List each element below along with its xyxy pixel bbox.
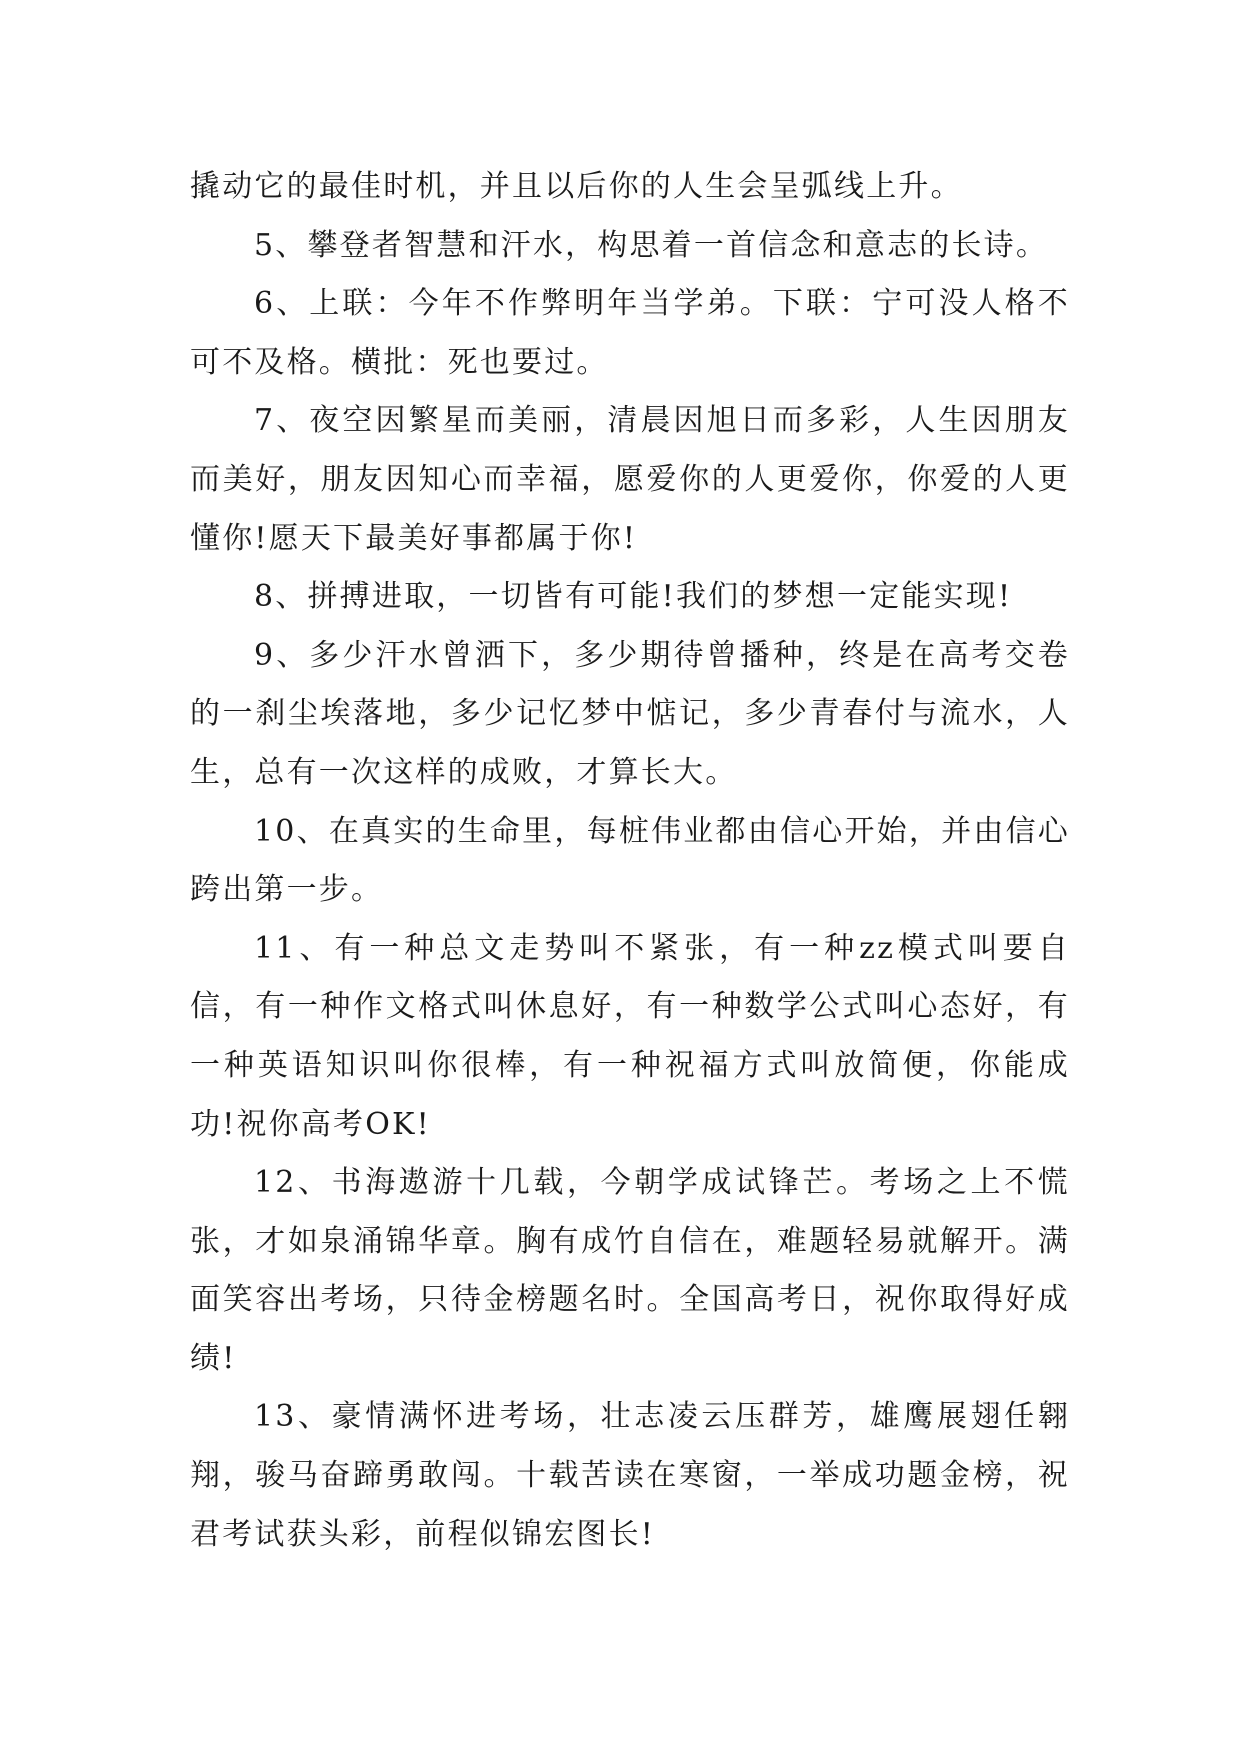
paragraph-item-10: 10、在真实的生命里，每桩伟业都由信心开始，并由信心跨出第一步。: [190, 813, 1070, 908]
paragraph-item-6: 6、上联：今年不作弊明年当学弟。下联：宁可没人格不可不及格。横批：死也要过。: [190, 286, 1070, 380]
paragraph-item-13: 13、豪情满怀进考场，壮志凌云压群芳，雄鹰展翅任翱翔，骏马奋蹄勇敢闯。十载苦读在寒窗，一举成功题金榜，祝君考试获头彩，前程似锦宏图长!: [190, 1399, 1070, 1552]
paragraph-item-9: 9、多少汗水曾洒下，多少期待曾播种，终是在高考交卷的一刹尘埃落地，多少记忆梦中惦记，多少青春付与流水，人生，总有一次这样的成败，才算长大。: [190, 637, 1070, 790]
paragraph-item-8: 8、拼搏进取，一切皆有可能!我们的梦想一定能实现!: [254, 579, 1013, 615]
paragraph-item-12: 12、书海遨游十几载，今朝学成试锋芒。考场之上不慌张，才如泉涌锦华章。胸有成竹自信在，难题轻易就解开。满面笑容出考场，只待金榜题名时。全国高考日，祝你取得好成绩!: [190, 1165, 1070, 1376]
paragraph-item-7: 7、夜空因繁星而美丽，清晨因旭日而多彩，人生因朋友而美好，朋友因知心而幸福，愿爱你的人更爱你，你爱的人更懂你!愿天下最美好事都属于你!: [190, 403, 1070, 556]
paragraph-continuation: 撬动它的最佳时机，并且以后你的人生会呈弧线上升。: [190, 169, 963, 204]
paragraph-item-5: 5、攀登者智慧和汗水，构思着一首信念和意志的长诗。: [254, 227, 1049, 263]
paragraph-item-11: 11、有一种总文走势叫不紧张，有一种zz模式叫要自信，有一种作文格式叫休息好，有一种数学公式叫心态好，有一种英语知识叫你很棒，有一种祝福方式叫放简便，你能成功!祝你高考OK!: [190, 930, 1070, 1142]
document-body: [190, 158, 1070, 1564]
